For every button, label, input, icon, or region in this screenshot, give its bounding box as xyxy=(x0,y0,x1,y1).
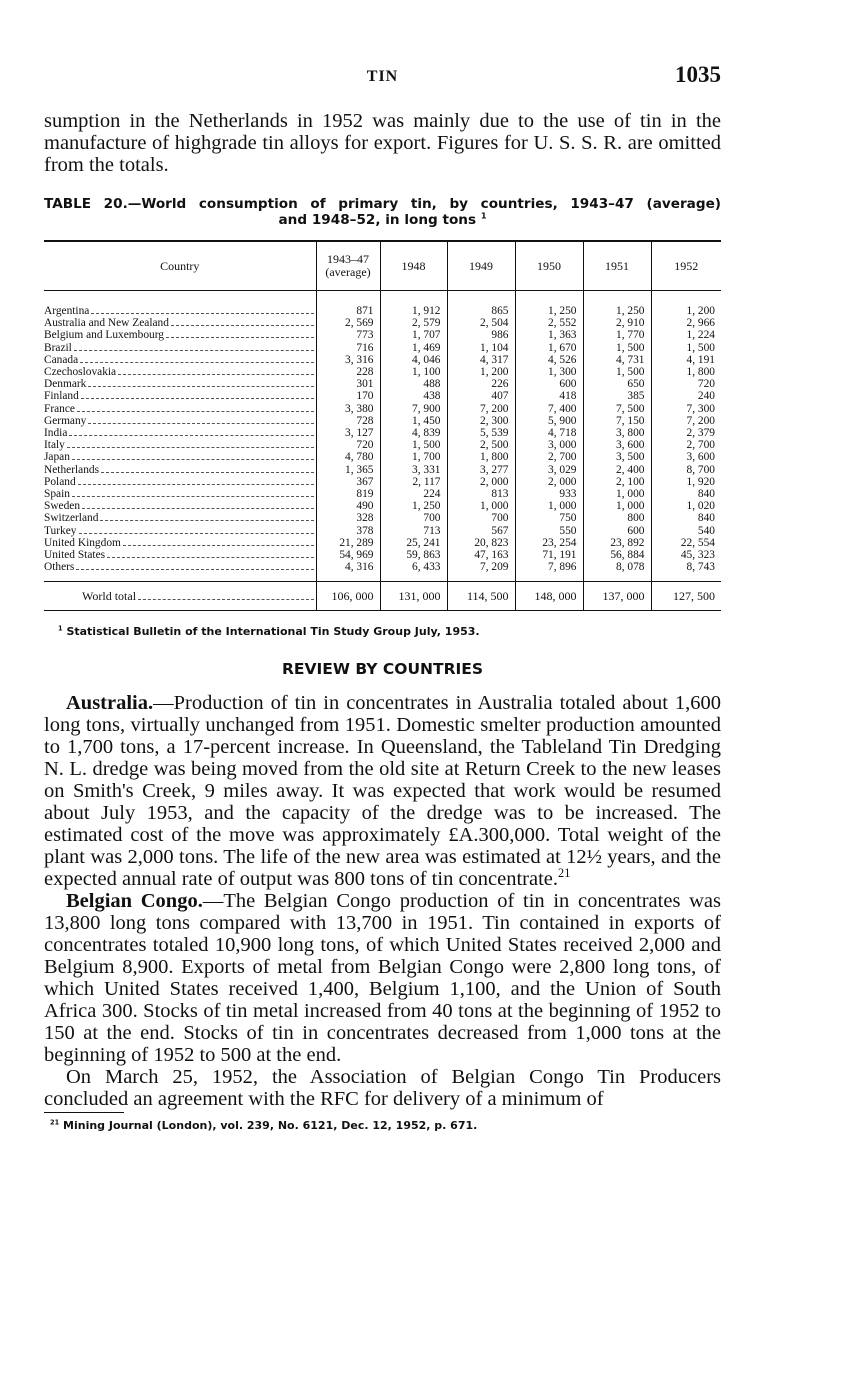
value-cell: 488 xyxy=(380,378,447,390)
country-cell xyxy=(44,403,316,415)
total-label: World total xyxy=(82,589,137,603)
country-cell xyxy=(44,329,316,341)
table-caption-line-1: TABLE 20.—World consumption of primary tin, by countries, 1943–47 (average) xyxy=(44,196,721,212)
australia-label: Australia. xyxy=(66,692,154,715)
country-name: Canada xyxy=(44,353,79,366)
value-cell: 1, 469 xyxy=(380,342,447,354)
total-value-cell: 137, 000 xyxy=(583,582,651,611)
country-name: Brazil xyxy=(44,341,72,354)
country-cell xyxy=(44,390,316,402)
dot-leader xyxy=(100,520,313,521)
value-cell: 716 xyxy=(316,342,380,354)
value-cell: 1, 770 xyxy=(583,329,651,341)
value-cell: 8, 078 xyxy=(583,561,651,582)
value-cell: 2, 700 xyxy=(651,439,721,451)
dot-leader xyxy=(69,435,313,436)
total-label-cell xyxy=(44,582,316,611)
page-footnote-mark: 21 xyxy=(50,1118,60,1127)
value-cell: 2, 910 xyxy=(583,317,651,329)
value-cell: 4, 731 xyxy=(583,354,651,366)
total-value-cell: 148, 000 xyxy=(515,582,583,611)
value-cell: 54, 969 xyxy=(316,549,380,561)
value-cell: 2, 117 xyxy=(380,476,447,488)
value-cell: 385 xyxy=(583,390,651,402)
country-name: Finland xyxy=(44,390,79,403)
value-cell: 2, 379 xyxy=(651,427,721,439)
value-cell: 4, 718 xyxy=(515,427,583,439)
value-cell: 59, 863 xyxy=(380,549,447,561)
country-name: France xyxy=(44,402,75,415)
dot-leader xyxy=(72,496,314,497)
country-cell xyxy=(44,549,316,561)
value-cell: 933 xyxy=(515,488,583,500)
table-footnote-mark: 1 xyxy=(58,624,63,633)
value-cell: 1, 250 xyxy=(515,291,583,318)
value-cell: 170 xyxy=(316,390,380,402)
value-cell: 720 xyxy=(651,378,721,390)
dot-leader xyxy=(81,398,314,399)
value-cell: 3, 000 xyxy=(515,439,583,451)
value-cell: 224 xyxy=(380,488,447,500)
value-cell: 7, 500 xyxy=(583,403,651,415)
table-row xyxy=(44,342,721,354)
australia-text: —Production of tin in concentrates in Australia totaled about 1,600 long tons, virtually unchanged from 1951. Domestic smelter production amounted to 1,700 tons, a 17-percent increase. In Queensland, the Tableland Tin Dredging N. L. dredge was being moved from the old site at Return Creek to the new leases on Smith's Creek, 9 miles away. It was expected that work would be resumed about July 1953, and the capacity of the dredge was to be increased. The estimated cost of the move was approximately £A.300,000. Total weight of the plant was 2,000 tons. The life of the new area was estimated at 12½ years, and the expected annual rate of output was 800 tons of tin concentrate. xyxy=(44,692,721,891)
march-paragraph: On March 25, 1952, the Association of Belgian Congo Tin Producers concluded an agreement with the RFC for delivery of a minimum of xyxy=(44,1066,721,1111)
value-cell: 56, 884 xyxy=(583,549,651,561)
value-cell: 228 xyxy=(316,366,380,378)
value-cell: 22, 554 xyxy=(651,537,721,549)
table-caption-line-2: and 1948–52, in long tons xyxy=(278,212,477,228)
value-cell: 1, 200 xyxy=(447,366,515,378)
country-name: Australia and New Zealand xyxy=(44,317,169,330)
value-cell: 1, 300 xyxy=(515,366,583,378)
dot-leader xyxy=(88,386,313,387)
dot-leader xyxy=(74,350,314,351)
value-cell: 2, 400 xyxy=(583,464,651,476)
country-cell xyxy=(44,427,316,439)
country-cell xyxy=(44,439,316,451)
dot-leader xyxy=(118,374,313,375)
footnote-rule xyxy=(44,1112,124,1113)
value-cell: 21, 289 xyxy=(316,537,380,549)
section-heading: REVIEW BY COUNTRIES xyxy=(281,660,484,679)
value-cell: 720 xyxy=(316,439,380,451)
value-cell: 8, 743 xyxy=(651,561,721,582)
belgian-congo-label: Belgian Congo. xyxy=(66,890,203,913)
dot-leader xyxy=(91,313,313,314)
country-name: Belgium and Luxembourg xyxy=(44,329,165,342)
value-cell: 240 xyxy=(651,390,721,402)
value-cell: 3, 380 xyxy=(316,403,380,415)
value-cell: 6, 433 xyxy=(380,561,447,582)
belgian-congo-paragraph xyxy=(44,890,721,1066)
value-cell: 3, 500 xyxy=(583,451,651,463)
running-title: TIN xyxy=(366,68,399,85)
table-row xyxy=(44,464,721,476)
value-cell: 728 xyxy=(316,415,380,427)
value-cell: 4, 316 xyxy=(316,561,380,582)
value-cell: 813 xyxy=(447,488,515,500)
intro-paragraph: sumption in the Netherlands in 1952 was mainly due to the use of tin in the manufacture of highgrade tin alloys for export. Figures for U. S. S. R. are omitted from the totals. xyxy=(44,110,721,176)
table-row xyxy=(44,439,721,451)
value-cell: 1, 700 xyxy=(380,451,447,463)
country-cell xyxy=(44,378,316,390)
value-cell: 700 xyxy=(447,512,515,524)
value-cell: 20, 823 xyxy=(447,537,515,549)
australia-note-mark: 21 xyxy=(558,866,571,881)
table-row xyxy=(44,403,721,415)
value-cell: 1, 707 xyxy=(380,329,447,341)
value-cell: 2, 000 xyxy=(447,476,515,488)
value-cell: 47, 163 xyxy=(447,549,515,561)
country-name: Germany xyxy=(44,414,87,427)
column-header-year: 1951 xyxy=(583,241,651,291)
australia-paragraph xyxy=(44,692,721,890)
country-cell xyxy=(44,451,316,463)
value-cell: 1, 200 xyxy=(651,291,721,318)
value-cell: 7, 200 xyxy=(447,403,515,415)
value-cell: 1, 500 xyxy=(651,342,721,354)
value-cell: 7, 896 xyxy=(515,561,583,582)
country-cell xyxy=(44,500,316,512)
country-name: Argentina xyxy=(44,305,90,317)
table-row xyxy=(44,291,721,318)
total-value-cell: 106, 000 xyxy=(316,582,380,611)
country-cell xyxy=(44,561,316,582)
table-body xyxy=(44,291,721,582)
value-cell: 71, 191 xyxy=(515,549,583,561)
value-cell: 840 xyxy=(651,512,721,524)
value-cell: 1, 224 xyxy=(651,329,721,341)
dot-leader xyxy=(123,545,314,546)
value-cell: 2, 300 xyxy=(447,415,515,427)
dot-leader xyxy=(166,337,313,338)
value-cell: 418 xyxy=(515,390,583,402)
country-name: Denmark xyxy=(44,378,87,391)
value-cell: 4, 191 xyxy=(651,354,721,366)
value-cell: 800 xyxy=(583,512,651,524)
value-cell: 7, 209 xyxy=(447,561,515,582)
table-row xyxy=(44,561,721,582)
value-cell: 301 xyxy=(316,378,380,390)
dot-leader xyxy=(82,508,313,509)
value-cell: 1, 020 xyxy=(651,500,721,512)
table-caption-note-mark: 1 xyxy=(480,210,487,221)
country-name: India xyxy=(44,427,68,440)
value-cell: 5, 539 xyxy=(447,427,515,439)
country-name: United States xyxy=(44,549,106,562)
value-cell: 1, 000 xyxy=(583,500,651,512)
value-cell: 2, 000 xyxy=(515,476,583,488)
total-value-cell: 127, 500 xyxy=(651,582,721,611)
value-cell: 8, 700 xyxy=(651,464,721,476)
value-cell: 1, 000 xyxy=(447,500,515,512)
table-row xyxy=(44,366,721,378)
value-cell: 4, 046 xyxy=(380,354,447,366)
value-cell: 1, 500 xyxy=(583,342,651,354)
page-number: 1035 xyxy=(675,62,721,87)
value-cell: 540 xyxy=(651,525,721,537)
column-header-year: 1950 xyxy=(515,241,583,291)
value-cell: 750 xyxy=(515,512,583,524)
running-head xyxy=(44,60,721,94)
country-name: United Kingdom xyxy=(44,536,121,549)
table-caption xyxy=(44,196,721,228)
value-cell: 2, 500 xyxy=(447,439,515,451)
country-cell xyxy=(44,342,316,354)
country-cell xyxy=(44,291,316,318)
dot-leader xyxy=(77,411,314,412)
dot-leader xyxy=(76,569,313,570)
value-cell: 865 xyxy=(447,291,515,318)
page-footnote-text: Mining Journal (London), vol. 239, No. 6121, Dec. 12, 1952, p. 671. xyxy=(63,1119,478,1133)
dot-leader xyxy=(78,484,314,485)
dot-leader xyxy=(80,362,313,363)
table-row xyxy=(44,500,721,512)
value-cell: 1, 500 xyxy=(583,366,651,378)
country-cell xyxy=(44,415,316,427)
value-cell: 23, 892 xyxy=(583,537,651,549)
country-name: Sweden xyxy=(44,500,81,513)
value-cell: 2, 504 xyxy=(447,317,515,329)
table-row xyxy=(44,378,721,390)
country-cell xyxy=(44,537,316,549)
value-cell: 840 xyxy=(651,488,721,500)
country-name: Others xyxy=(44,561,75,574)
table-row xyxy=(44,525,721,537)
table-row xyxy=(44,329,721,341)
value-cell: 438 xyxy=(380,390,447,402)
dot-leader xyxy=(138,599,313,600)
value-cell: 3, 127 xyxy=(316,427,380,439)
dot-leader xyxy=(171,325,314,326)
value-cell: 1, 920 xyxy=(651,476,721,488)
value-cell: 367 xyxy=(316,476,380,488)
value-cell: 328 xyxy=(316,512,380,524)
value-cell: 1, 363 xyxy=(515,329,583,341)
table-row xyxy=(44,317,721,329)
value-cell: 7, 200 xyxy=(651,415,721,427)
country-cell xyxy=(44,464,316,476)
table-row xyxy=(44,354,721,366)
table-row xyxy=(44,451,721,463)
value-cell: 3, 600 xyxy=(583,439,651,451)
consumption-table xyxy=(44,240,721,611)
table-row xyxy=(44,427,721,439)
country-name: Poland xyxy=(44,475,76,488)
value-cell: 407 xyxy=(447,390,515,402)
dot-leader xyxy=(67,447,314,448)
value-cell: 4, 839 xyxy=(380,427,447,439)
country-cell xyxy=(44,476,316,488)
table-footnote xyxy=(58,625,721,638)
value-cell: 871 xyxy=(316,291,380,318)
table-row xyxy=(44,415,721,427)
value-cell: 1, 800 xyxy=(651,366,721,378)
value-cell: 1, 104 xyxy=(447,342,515,354)
value-cell: 226 xyxy=(447,378,515,390)
value-cell: 7, 400 xyxy=(515,403,583,415)
value-cell: 2, 700 xyxy=(515,451,583,463)
value-cell: 713 xyxy=(380,525,447,537)
country-name: Italy xyxy=(44,439,65,452)
column-header-year: 1948 xyxy=(380,241,447,291)
value-cell: 600 xyxy=(515,378,583,390)
value-cell: 773 xyxy=(316,329,380,341)
value-cell: 819 xyxy=(316,488,380,500)
value-cell: 5, 900 xyxy=(515,415,583,427)
value-cell: 2, 100 xyxy=(583,476,651,488)
value-cell: 3, 331 xyxy=(380,464,447,476)
value-cell: 1, 450 xyxy=(380,415,447,427)
value-cell: 986 xyxy=(447,329,515,341)
total-value-cell: 131, 000 xyxy=(380,582,447,611)
value-cell: 7, 300 xyxy=(651,403,721,415)
value-cell: 2, 552 xyxy=(515,317,583,329)
table-row xyxy=(44,512,721,524)
country-name: Netherlands xyxy=(44,463,100,476)
table-total-row xyxy=(44,582,721,611)
value-cell: 1, 670 xyxy=(515,342,583,354)
value-cell: 1, 000 xyxy=(583,488,651,500)
country-cell xyxy=(44,366,316,378)
country-cell xyxy=(44,512,316,524)
value-cell: 378 xyxy=(316,525,380,537)
country-name: Spain xyxy=(44,488,70,501)
table-header-row xyxy=(44,241,721,291)
value-cell: 550 xyxy=(515,525,583,537)
value-cell: 2, 579 xyxy=(380,317,447,329)
country-cell xyxy=(44,317,316,329)
dot-leader xyxy=(88,423,313,424)
belgian-congo-text: —The Belgian Congo production of tin in concentrates was 13,800 long tons compared with 13,700 in 1951. Tin contained in exports of concentrates totaled 10,900 long tons, of which United States received 2,000 and Belgium 8,900. Exports of metal from Belgian Congo were 2,800 long tons, of which United States received 1,400, Belgium 1,100, and the Union of South Africa 300. Stocks of tin metal increased from 40 tons at the beginning of 1952 to 150 at the end. Stocks of tin in concentrates decreased from 1,000 tons at the beginning of 1952 to 500 at the end. xyxy=(44,890,721,1067)
value-cell: 1, 250 xyxy=(380,500,447,512)
value-cell: 3, 029 xyxy=(515,464,583,476)
value-cell: 4, 526 xyxy=(515,354,583,366)
table-row xyxy=(44,476,721,488)
value-cell: 3, 316 xyxy=(316,354,380,366)
value-cell: 23, 254 xyxy=(515,537,583,549)
page xyxy=(44,60,721,1132)
value-cell: 2, 966 xyxy=(651,317,721,329)
table-footnote-text: Statistical Bulletin of the International Tin Study Group July, 1953. xyxy=(66,625,480,639)
value-cell: 45, 323 xyxy=(651,549,721,561)
country-name: Switzerland xyxy=(44,512,99,525)
value-cell: 3, 800 xyxy=(583,427,651,439)
value-cell: 1, 100 xyxy=(380,366,447,378)
value-cell: 567 xyxy=(447,525,515,537)
value-cell: 2, 569 xyxy=(316,317,380,329)
column-header-country: Country xyxy=(44,241,316,291)
table-row xyxy=(44,488,721,500)
table-row xyxy=(44,549,721,561)
table-row xyxy=(44,537,721,549)
value-cell: 650 xyxy=(583,378,651,390)
value-cell: 1, 250 xyxy=(583,291,651,318)
dot-leader xyxy=(79,533,314,534)
value-cell: 3, 600 xyxy=(651,451,721,463)
value-cell: 600 xyxy=(583,525,651,537)
table-row xyxy=(44,390,721,402)
value-cell: 7, 150 xyxy=(583,415,651,427)
value-cell: 1, 500 xyxy=(380,439,447,451)
column-header-year: 1952 xyxy=(651,241,721,291)
value-cell: 1, 912 xyxy=(380,291,447,318)
value-cell: 3, 277 xyxy=(447,464,515,476)
column-header-year: 1949 xyxy=(447,241,515,291)
value-cell: 4, 317 xyxy=(447,354,515,366)
country-name: Japan xyxy=(44,451,70,464)
value-cell: 25, 241 xyxy=(380,537,447,549)
value-cell: 1, 000 xyxy=(515,500,583,512)
value-cell: 4, 780 xyxy=(316,451,380,463)
value-cell: 7, 900 xyxy=(380,403,447,415)
column-header-year: 1943–47 (average) xyxy=(316,241,380,291)
total-value-cell: 114, 500 xyxy=(447,582,515,611)
value-cell: 1, 800 xyxy=(447,451,515,463)
dot-leader xyxy=(72,459,314,460)
country-cell xyxy=(44,488,316,500)
dot-leader xyxy=(107,557,313,558)
value-cell: 490 xyxy=(316,500,380,512)
country-name: Turkey xyxy=(44,524,77,537)
page-footnote xyxy=(50,1119,721,1132)
country-cell xyxy=(44,354,316,366)
value-cell: 700 xyxy=(380,512,447,524)
dot-leader xyxy=(101,472,313,473)
country-name: Czechoslovakia xyxy=(44,366,117,379)
country-cell xyxy=(44,525,316,537)
value-cell: 1, 365 xyxy=(316,464,380,476)
